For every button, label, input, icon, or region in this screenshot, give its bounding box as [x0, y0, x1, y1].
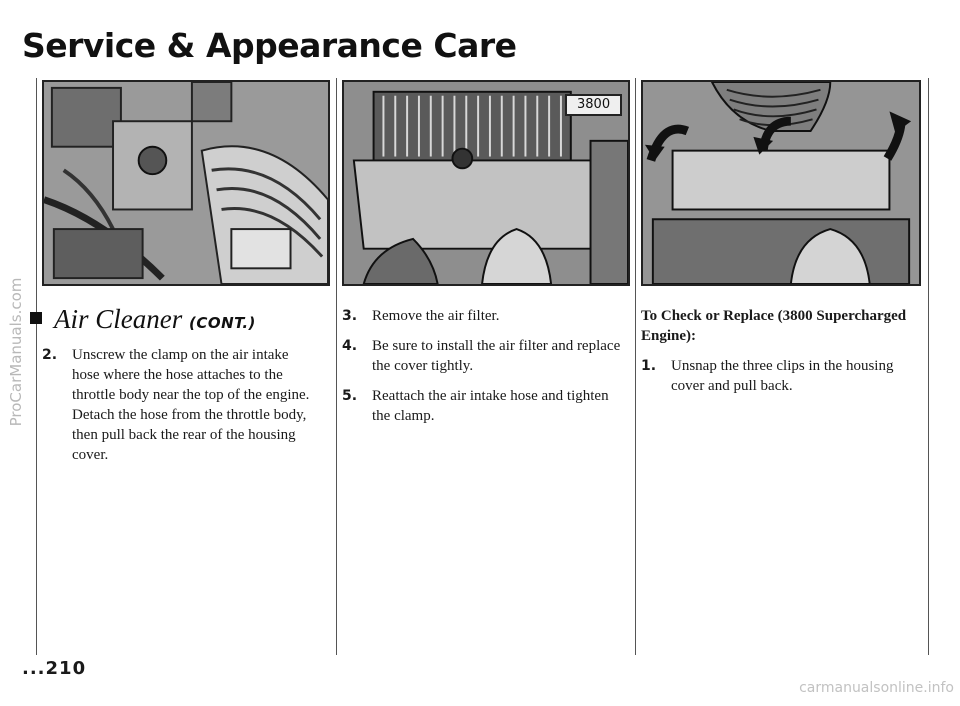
- column-rule-left: [36, 78, 37, 655]
- step-item: [641, 356, 916, 396]
- engine-photo-left: [42, 80, 330, 286]
- watermark-bottom: carmanualsonline.info: [799, 680, 954, 696]
- section-heading: [30, 304, 256, 335]
- column-rule-far-right: [928, 78, 929, 655]
- step-number: 3.: [342, 308, 358, 324]
- page-number: ...210: [22, 658, 87, 679]
- step-number: 4.: [342, 338, 358, 354]
- section-heading-suffix: (CONT.): [189, 314, 256, 332]
- column-rule-right: [635, 78, 636, 655]
- procedure-subheading: To Check or Replace (3800 Supercharged Engine):: [641, 308, 907, 344]
- engine-drawing-left: [44, 82, 328, 284]
- step-text: Unsnap the three clips in the housing cover and pull back.: [671, 358, 894, 394]
- step-text: Reattach the air intake hose and tighten the clamp.: [372, 388, 609, 424]
- watermark-left: [6, 232, 26, 472]
- step-number: 2.: [42, 347, 58, 363]
- section-heading-text: Air Cleaner: [54, 304, 183, 334]
- page-title: Service & Appearance Care: [22, 26, 517, 65]
- step-text: Unscrew the clamp on the air intake hose where the hose attaches to the throttle body near the top of the engine. Detach the hose from the throttle body, then pull back the rear of the housing cover.: [72, 347, 310, 463]
- step-item: [342, 306, 627, 326]
- engine-drawing-right: [643, 82, 919, 284]
- step-item: [42, 345, 314, 465]
- right-column-text: [641, 306, 916, 406]
- left-column-text: [42, 345, 314, 475]
- step-text: Be sure to install the air filter and replace the cover tightly.: [372, 338, 621, 374]
- step-number: 1.: [641, 358, 657, 374]
- step-item: [342, 336, 627, 376]
- column-rule-middle: [336, 78, 337, 655]
- engine-photo-right: [641, 80, 921, 286]
- step-item: [342, 386, 627, 426]
- engine-photo-middle: [342, 80, 630, 286]
- watermark-left-text: ProCarManuals.com: [7, 277, 25, 427]
- step-text: Remove the air filter.: [372, 308, 500, 324]
- step-number: 5.: [342, 388, 358, 404]
- engine-size-label: 3800: [565, 94, 622, 116]
- middle-column-text: [342, 306, 627, 436]
- bullet-icon: [30, 312, 42, 324]
